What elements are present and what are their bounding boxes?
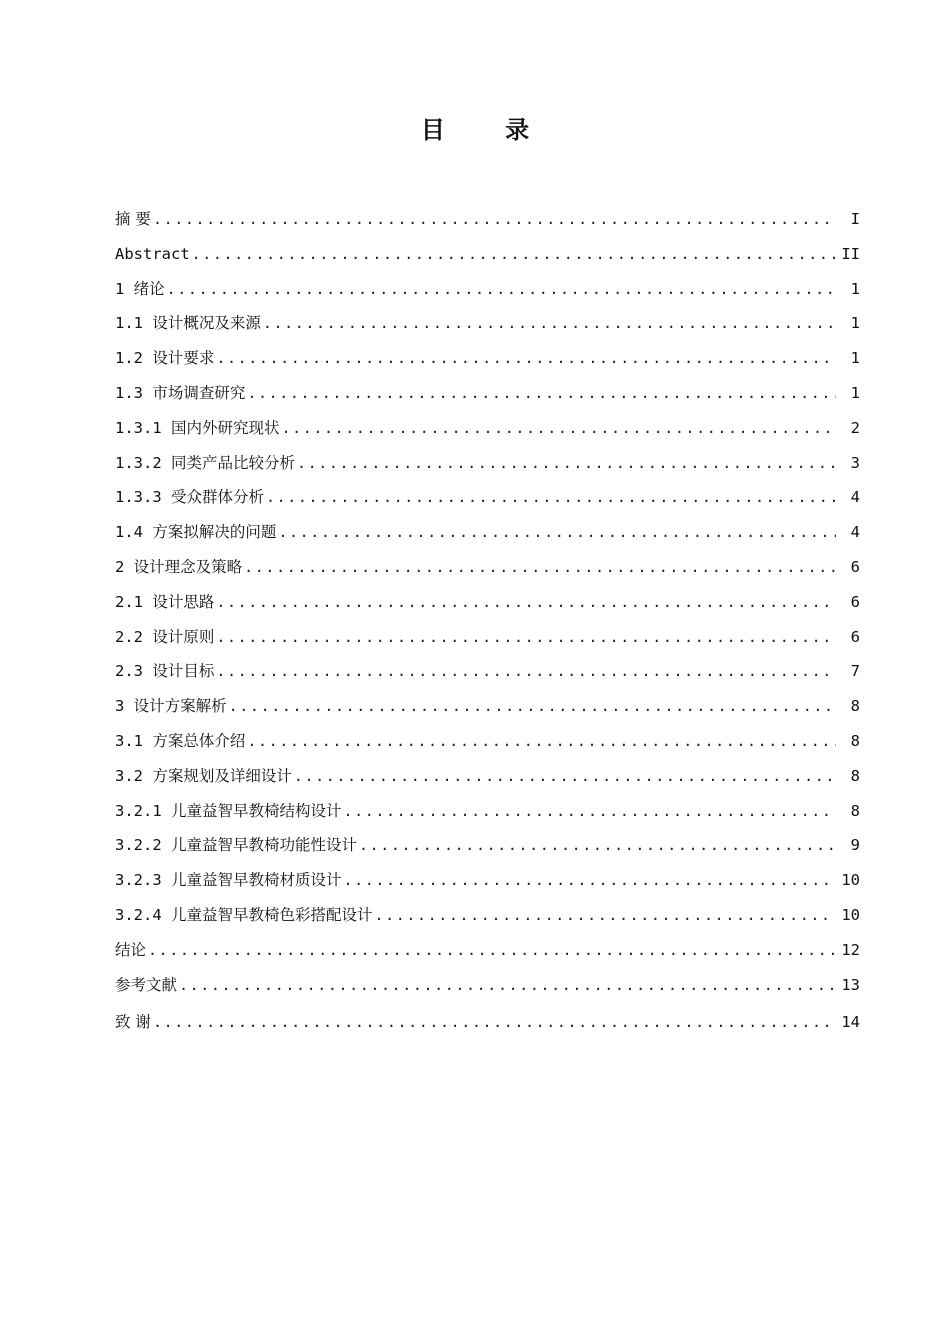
toc-entry-chapter-2[interactable] xyxy=(115,550,860,585)
toc-entry-page: 10 xyxy=(841,871,860,890)
table-of-contents xyxy=(115,202,860,1040)
toc-entry-acknowledgements[interactable] xyxy=(115,1005,860,1040)
toc-leader-dots xyxy=(216,341,836,376)
toc-entry-label: 3.2 方案规划及详细设计 xyxy=(115,766,292,785)
toc-entry-page: 6 xyxy=(850,592,860,611)
toc-leader-dots xyxy=(375,898,836,933)
toc-entry-references[interactable] xyxy=(115,968,860,1003)
toc-entry-abstract-cn[interactable] xyxy=(115,202,860,237)
toc-entry-page: I xyxy=(850,210,860,228)
toc-entry-label: 1.4 方案拟解决的问题 xyxy=(115,523,277,542)
toc-leader-dots xyxy=(153,1005,835,1040)
toc-leader-dots xyxy=(278,515,836,550)
toc-entry-page: 1 xyxy=(850,314,860,333)
toc-entry-1-3-3[interactable] xyxy=(115,480,860,515)
toc-leader-dots xyxy=(266,480,836,515)
toc-entry-page: 8 xyxy=(850,731,860,750)
toc-leader-dots xyxy=(244,550,836,585)
toc-entry-page: 8 xyxy=(850,697,860,716)
toc-leader-dots xyxy=(167,272,836,307)
toc-entry-page: 14 xyxy=(841,1013,860,1032)
toc-entry-label: 1.3.2 同类产品比较分析 xyxy=(115,453,295,472)
toc-entry-label: Abstract xyxy=(115,244,190,263)
toc-entry-label: 1.3 市场调查研究 xyxy=(115,383,246,402)
toc-entry-label: 3.1 方案总体介绍 xyxy=(115,731,246,750)
toc-entry-3-1[interactable] xyxy=(115,724,860,759)
toc-entry-label: 2.3 设计目标 xyxy=(115,662,215,681)
toc-entry-1-3-1[interactable] xyxy=(115,411,860,446)
toc-leader-dots xyxy=(263,306,836,341)
toc-leader-dots xyxy=(179,968,835,1003)
toc-entry-page: 3 xyxy=(850,453,860,472)
toc-entry-label: 结论 xyxy=(115,940,147,959)
toc-entry-conclusion[interactable] xyxy=(115,933,860,968)
toc-entry-1-3-2[interactable] xyxy=(115,446,860,481)
toc-entry-page: 12 xyxy=(841,940,860,959)
toc-entry-3-2-1[interactable] xyxy=(115,794,860,829)
toc-leader-dots xyxy=(192,237,836,272)
toc-entry-label: 2 设计理念及策略 xyxy=(115,557,243,576)
toc-leader-dots xyxy=(344,794,837,829)
toc-leader-dots xyxy=(229,689,836,724)
toc-entry-page: 13 xyxy=(841,975,860,994)
toc-entry-page: 2 xyxy=(850,418,860,437)
toc-entry-label: 摘 要 xyxy=(115,210,151,228)
toc-entry-abstract-en[interactable] xyxy=(115,237,860,272)
toc-entry-2-1[interactable] xyxy=(115,585,860,620)
toc-leader-dots xyxy=(294,759,836,794)
toc-entry-label: 1.2 设计要求 xyxy=(115,349,215,368)
toc-entry-page: 10 xyxy=(841,905,860,924)
toc-entry-page: 1 xyxy=(850,349,860,368)
toc-entry-2-2[interactable] xyxy=(115,620,860,655)
toc-entry-1-4[interactable] xyxy=(115,515,860,550)
toc-leader-dots xyxy=(148,933,835,968)
page-title: 目 录 xyxy=(420,116,556,144)
toc-entry-label: 3.2.4 儿童益智早教椅色彩搭配设计 xyxy=(115,905,373,924)
toc-entry-label: 3.2.3 儿童益智早教椅材质设计 xyxy=(115,871,342,890)
toc-entry-label: 2.2 设计原则 xyxy=(115,627,215,646)
toc-entry-label: 3 设计方案解析 xyxy=(115,697,227,716)
toc-entry-page: 6 xyxy=(850,627,860,646)
toc-leader-dots xyxy=(282,411,837,446)
toc-entry-label: 1.1 设计概况及来源 xyxy=(115,314,261,333)
toc-entry-label: 1 绪论 xyxy=(115,279,165,298)
toc-leader-dots xyxy=(216,620,836,655)
toc-entry-3-2[interactable] xyxy=(115,759,860,794)
toc-leader-dots xyxy=(216,585,836,620)
toc-entry-label: 1.3.3 受众群体分析 xyxy=(115,488,264,507)
toc-entry-3-2-4[interactable] xyxy=(115,898,860,933)
toc-entry-chapter-1[interactable] xyxy=(115,272,860,307)
toc-entry-page: 1 xyxy=(850,383,860,402)
toc-leader-dots xyxy=(216,654,836,689)
toc-entry-page: 8 xyxy=(850,801,860,820)
toc-entry-page: II xyxy=(841,244,860,263)
toc-entry-2-3[interactable] xyxy=(115,654,860,689)
toc-entry-label: 2.1 设计思路 xyxy=(115,592,215,611)
toc-entry-page: 7 xyxy=(850,662,860,681)
toc-entry-page: 4 xyxy=(850,523,860,542)
toc-entry-label: 参考文献 xyxy=(115,975,178,994)
toc-entry-label: 3.2.1 儿童益智早教椅结构设计 xyxy=(115,801,342,820)
toc-entry-page: 1 xyxy=(850,279,860,298)
toc-entry-3-2-3[interactable] xyxy=(115,863,860,898)
toc-entry-page: 8 xyxy=(850,766,860,785)
toc-entry-page: 9 xyxy=(850,836,860,855)
toc-entry-1-2[interactable] xyxy=(115,341,860,376)
toc-leader-dots xyxy=(247,724,836,759)
toc-leader-dots xyxy=(359,828,836,863)
toc-leader-dots xyxy=(344,863,836,898)
toc-entry-chapter-3[interactable] xyxy=(115,689,860,724)
toc-entry-1-1[interactable] xyxy=(115,306,860,341)
toc-entry-page: 6 xyxy=(850,557,860,576)
toc-entry-label: 1.3.1 国内外研究现状 xyxy=(115,418,280,437)
toc-leader-dots xyxy=(153,202,836,237)
toc-entry-label: 致 谢 xyxy=(115,1013,151,1032)
toc-entry-3-2-2[interactable] xyxy=(115,828,860,863)
toc-leader-dots xyxy=(247,376,836,411)
toc-entry-label: 3.2.2 儿童益智早教椅功能性设计 xyxy=(115,836,357,855)
toc-entry-page: 4 xyxy=(850,488,860,507)
toc-entry-1-3[interactable] xyxy=(115,376,860,411)
toc-leader-dots xyxy=(297,446,836,481)
